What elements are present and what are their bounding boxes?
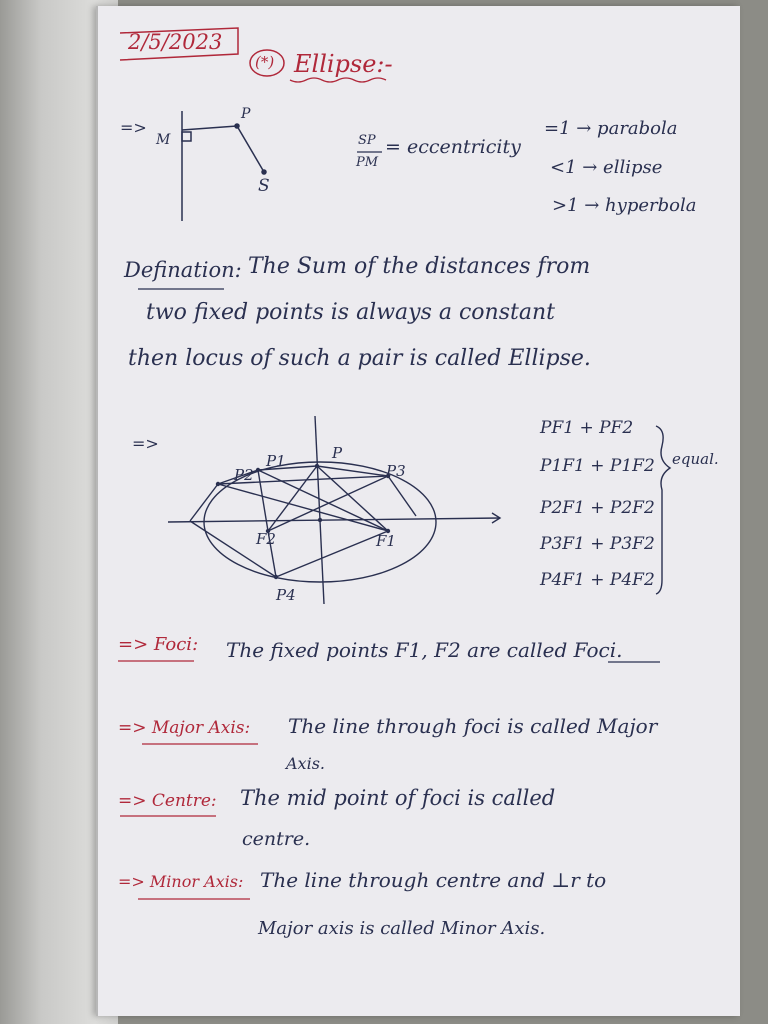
definition-line-3: then locus of such a pair is called Ellipse. xyxy=(128,346,591,371)
label-s: S xyxy=(258,176,270,196)
centre-line-1: The mid point of foci is called xyxy=(240,786,556,810)
notebook-page xyxy=(96,6,740,1016)
sum-p4: P4F1 + P4F2 xyxy=(540,570,655,590)
intro-marker: => xyxy=(120,118,147,137)
date: 2/5/2023 xyxy=(128,30,223,54)
ratio-numerator: SP xyxy=(358,133,376,148)
foci-label: => Foci: xyxy=(118,634,199,655)
sum-p: PF1 + PF2 xyxy=(540,418,634,438)
major-axis-line-1: The line through foci is called Major xyxy=(288,714,658,738)
sum-p2: P2F1 + P2F2 xyxy=(540,498,655,518)
minor-axis-line-1: The line through centre and ⊥r to xyxy=(260,868,607,892)
page-title: Ellipse:- xyxy=(294,50,393,78)
label-point-p3: P3 xyxy=(386,462,406,480)
definition-label: Defination: xyxy=(124,258,242,282)
ratio-denominator: PM xyxy=(356,155,379,170)
label-point-p: P xyxy=(332,444,343,462)
diagram-marker: => xyxy=(132,434,159,453)
label-focus-f2: F2 xyxy=(256,530,276,548)
case-parabola: =1 → parabola xyxy=(544,118,678,139)
minor-axis-label: => Minor Axis: xyxy=(118,872,244,891)
case-hyperbola: >1 → hyperbola xyxy=(552,195,697,216)
definition-line-1: The Sum of the distances from xyxy=(248,254,591,279)
label-point-p4: P4 xyxy=(276,586,296,604)
major-axis-line-2: Axis. xyxy=(286,754,325,773)
centre-label: => Centre: xyxy=(118,791,217,811)
centre-line-2: centre. xyxy=(242,828,311,850)
directrix-diagram xyxy=(182,111,266,221)
equal-brace xyxy=(656,426,670,594)
label-m: M xyxy=(156,132,171,148)
label-point-p2: P2 xyxy=(234,466,254,484)
label-focus-f1: F1 xyxy=(376,532,396,550)
eccentricity-text: = eccentricity xyxy=(385,136,521,158)
case-ellipse: <1 → ellipse xyxy=(550,157,663,178)
sum-p1: P1F1 + P1F2 xyxy=(540,456,655,476)
title-marker: (*) xyxy=(255,53,275,71)
title-underline xyxy=(290,78,386,82)
label-point-p1: P1 xyxy=(266,452,286,470)
major-axis-label: => Major Axis: xyxy=(118,718,251,738)
sum-p3: P3F1 + P3F2 xyxy=(540,534,655,554)
foci-text: The fixed points F1, F2 are called Foci. xyxy=(226,638,623,662)
minor-axis-line-2: Major axis is called Minor Axis. xyxy=(258,918,546,939)
definition-line-2: two fixed points is always a constant xyxy=(146,300,555,325)
label-p: P xyxy=(241,106,251,122)
equal-note: equal. xyxy=(672,450,719,468)
